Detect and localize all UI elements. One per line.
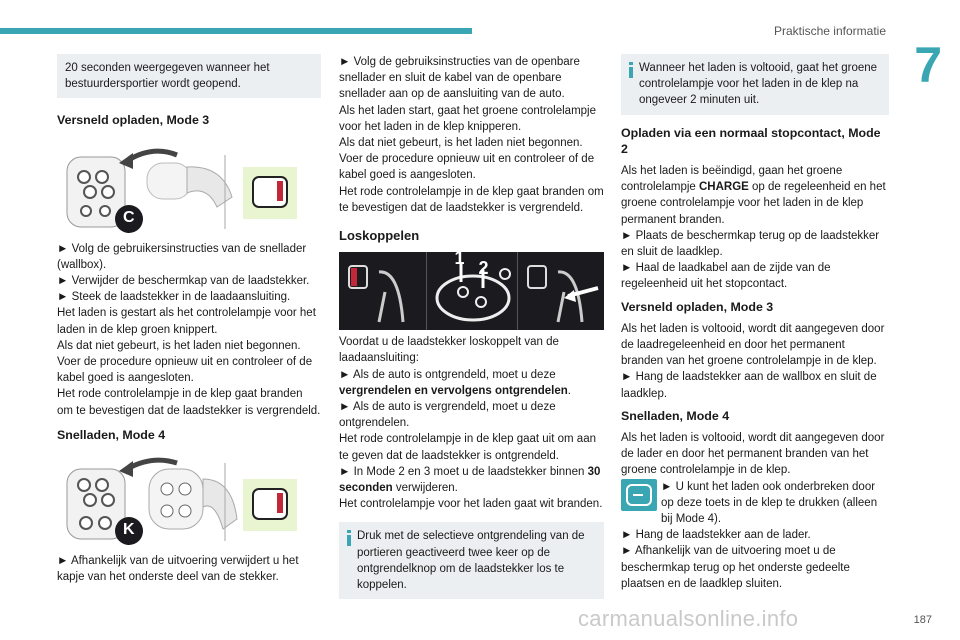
text-line: Het laden is gestart als het controlelampje voor het laden in de klep groen knippert. bbox=[57, 307, 316, 336]
page-number: 187 bbox=[913, 614, 932, 626]
info-text: Wanneer het laden is voltooid, gaat het groene controlelampje voor het laden in de klep na ongeveer 2 minuten uit. bbox=[639, 62, 878, 107]
info-text: Druk met de selectieve ontgrendeling van de portieren geactiveerd twee keer op de ontgrendelknop om de laadstekker los te koppelen. bbox=[357, 530, 585, 592]
mode4-body bbox=[57, 553, 321, 585]
text-line: ► Haal de laadkabel aan de zijde van de regeleenheid uit het stopcontact. bbox=[621, 262, 831, 291]
text-line: ► Steek de laadstekker in de laadaansluiting. bbox=[57, 291, 291, 304]
section-heading: Loskoppelen bbox=[339, 228, 420, 244]
panel-unlocked bbox=[518, 252, 605, 330]
text-line: ► Hang de laadstekker aan de wallbox en sluit de laadklep. bbox=[621, 371, 877, 400]
intro-body bbox=[339, 54, 604, 216]
stop-charge-button-icon bbox=[621, 479, 657, 511]
text-line: ► Plaats de beschermkap terug op de laadstekker en sluit de laadklep. bbox=[621, 229, 880, 259]
text-line: ► Afhankelijk van de uitvoering moet u de beschermkap terug op het onderste gedeelte plaatsen en de laadklep sluiten. bbox=[621, 545, 850, 590]
unlock-body bbox=[339, 334, 604, 512]
charging-flap-icon bbox=[339, 252, 423, 330]
text-span: verwijderen. bbox=[392, 482, 458, 495]
unplug-icon bbox=[518, 252, 602, 330]
text-line: ► Volg de gebruiksinstructies van de openbare snellader en sluit de kabel van de openbare snellader aan op de aansluiting van de auto. bbox=[339, 56, 580, 101]
normal-body bbox=[621, 163, 889, 293]
watermark: carmanualsonline.info bbox=[578, 606, 799, 631]
mode4-illustration bbox=[57, 449, 313, 547]
section-heading: Opladen via een normaal stopcontact, Mode 2 bbox=[621, 125, 881, 156]
figure-number-1: 1 bbox=[454, 248, 465, 269]
text-line: ► Hang de laadstekker aan de lader. bbox=[621, 529, 811, 542]
text-span: ► Als de auto is ontgrendeld, moet u deze bbox=[339, 368, 556, 381]
section-title: Praktische informatie bbox=[773, 24, 886, 38]
text-line: Voordat u de laadstekker loskoppelt van de laadaansluiting: bbox=[339, 336, 559, 365]
text-span: Als het laden is beëindigd, gaan het groene controlelampje bbox=[621, 165, 843, 194]
text-line: ► Afhankelijk van de uitvoering verwijdert u het kapje van het onderste deel van de stekker. bbox=[57, 555, 299, 584]
stop-charge-row bbox=[621, 479, 889, 528]
text-line: Als het laden start, gaat het groene controlelampje voor het laden in de klep knipperen. bbox=[339, 104, 596, 133]
text-span: op de regeleenheid en het groene controlelampje voor het laden in de klep permanent branden. bbox=[621, 181, 886, 226]
section-heading: Versneld opladen, Mode 3 bbox=[621, 299, 774, 314]
section-heading: Snelladen, Mode 4 bbox=[621, 408, 730, 423]
figure-label-c: C bbox=[123, 208, 135, 226]
column-1 bbox=[57, 54, 321, 585]
text-line: Als het laden is voltooid, wordt dit aangegeven door de laadregeleenheid en door het permanent branden van het groene controlelampje in de klep. bbox=[621, 322, 885, 368]
note-box bbox=[57, 54, 321, 98]
text-line: ► Volg de gebruikersinstructies van de snellader (wallbox). bbox=[57, 242, 307, 271]
chapter-number: 7 bbox=[914, 37, 942, 93]
column-2 bbox=[339, 54, 604, 599]
text-line: Het rode controlelampje in de klep gaat uit om aan te geven dat de laadstekker is ontgrendeld. bbox=[339, 433, 596, 462]
text-line: Als dat niet gebeurt, is het laden niet begonnen. Voer de procedure opnieuw uit en controleer of de kabel goed is aangesloten. bbox=[339, 137, 595, 182]
fast-charger-plug-icon bbox=[57, 449, 313, 547]
header-accent-bar bbox=[0, 28, 472, 34]
text-span: . bbox=[567, 384, 571, 397]
unlock-illustration bbox=[339, 248, 595, 332]
text-line bbox=[339, 367, 604, 399]
text-line: Als het laden is voltooid, wordt dit aangegeven door de lader en door het permanent branden van het groene controlelampje in de klep. bbox=[621, 432, 885, 477]
panel-key bbox=[427, 248, 518, 330]
mode3-body bbox=[621, 321, 889, 402]
text-line: Het rode controlelampje in de klep gaat branden om te bevestigen dat de laadstekker is vergrendeld. bbox=[339, 185, 604, 214]
panel-locked bbox=[339, 252, 427, 330]
bold-span: CHARGE bbox=[698, 181, 749, 194]
text-line: Het controlelampje voor het laden gaat wit branden. bbox=[339, 498, 603, 511]
text-line bbox=[339, 464, 604, 496]
mode3-illustration bbox=[57, 137, 313, 235]
mode4-body bbox=[621, 430, 889, 592]
section-heading: Snelladen, Mode 4 bbox=[57, 427, 166, 442]
note-text: 20 seconden weergegeven wanneer het bestuurdersportier wordt geopend. bbox=[65, 62, 270, 91]
text-line bbox=[621, 163, 889, 228]
info-box bbox=[339, 522, 604, 599]
figure-label-k: K bbox=[123, 521, 135, 539]
text-line: Als dat niet gebeurt, is het laden niet begonnen. Voer de procedure opnieuw uit en controleer of de kabel goed is aangesloten. bbox=[57, 339, 313, 385]
section-heading: Versneld opladen, Mode 3 bbox=[57, 113, 210, 128]
text-line: ► U kunt het laden ook onderbreken door op deze toets in de klep te drukken (alleen bij Mode 4). bbox=[661, 480, 878, 526]
bold-span: 30 seconden bbox=[339, 465, 601, 495]
text-line: ► Verwijder de beschermkap van de laadstekker. bbox=[57, 275, 310, 288]
column-3 bbox=[621, 54, 889, 592]
text-span: ► In Mode 2 en 3 moet u de laadstekker binnen bbox=[339, 465, 588, 478]
bold-span: vergrendelen en vervolgens ontgrendelen bbox=[339, 384, 568, 397]
text-line: Het rode controlelampje in de klep gaat branden om te bevestigen dat de laadstekker is vergrendeld. bbox=[57, 388, 321, 417]
figure-number-2: 2 bbox=[478, 258, 489, 279]
info-icon bbox=[347, 530, 351, 546]
text-line: ► Als de auto is vergrendeld, moet u deze ontgrendelen. bbox=[339, 401, 556, 430]
info-icon bbox=[629, 62, 633, 78]
mode3-body bbox=[57, 241, 321, 419]
wallbox-plug-icon bbox=[57, 137, 313, 235]
info-box bbox=[621, 54, 889, 115]
key-fob-icon bbox=[427, 248, 517, 330]
